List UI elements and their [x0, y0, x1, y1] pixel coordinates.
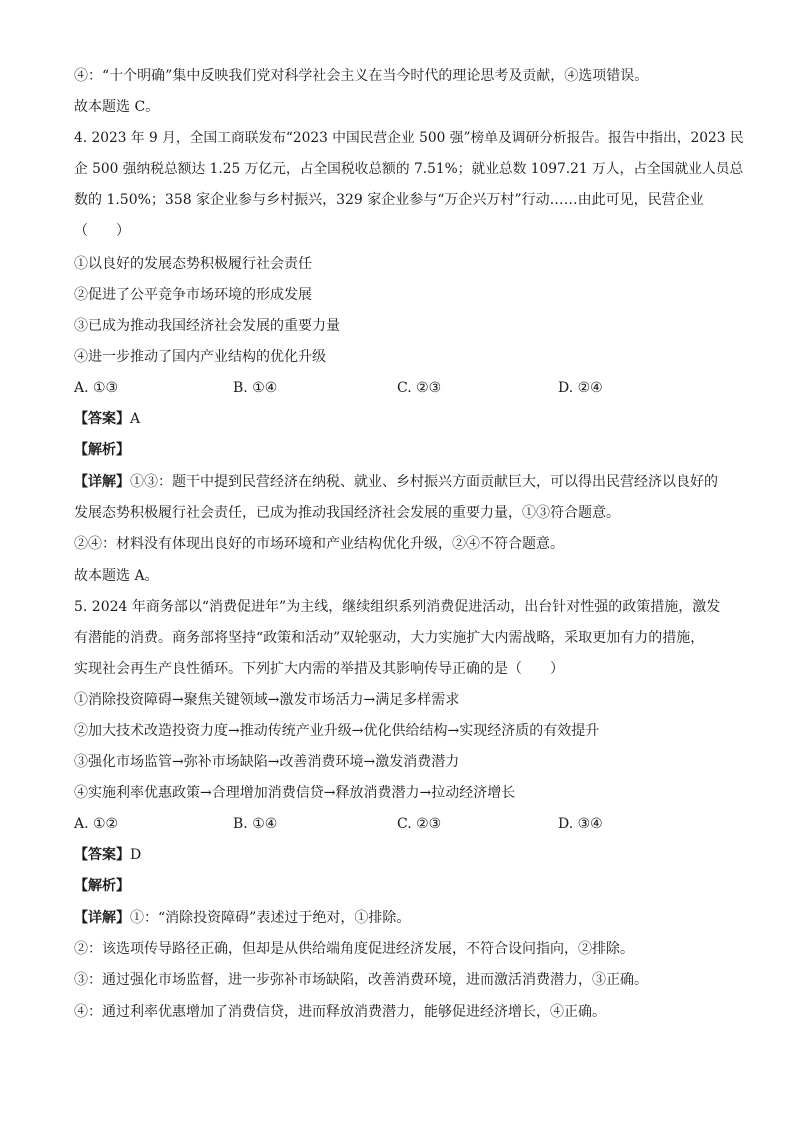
q4-option-c: C. ②③ [397, 380, 442, 396]
q5-item-3: ③强化市场监管→弥补市场缺陷→改善消费环境→激发消费潜力 [74, 754, 460, 770]
q5-detail-line-2: ②：该选项传导路径正确，但却是从供给端角度促进经济发展，不符合设问指向，②排除。 [74, 941, 634, 957]
q4-analysis-tag [74, 440, 130, 460]
q4-detail-line-3: ②④：材料没有体现出良好的市场环境和产业结构优化升级，②④不符合题意。 [74, 536, 564, 552]
q5-analysis-tag [74, 876, 130, 896]
q5-item-4: ④实施利率优惠政策→合理增加消费信贷→释放消费潜力→拉动经济增长 [74, 785, 516, 801]
q5-option-a: A. ①② [74, 816, 119, 832]
q5-item-2: ②加大技术改造投资力度→推动传统产业升级→优化供给结构→实现经济质的有效提升 [74, 723, 600, 739]
q4-stem-line-3: 数的 1.50%；358 家企业参与乡村振兴，329 家企业参与“万企兴万村”行动……由此可见，民营企业 [74, 192, 704, 208]
answer-value: A [130, 411, 141, 427]
q4-detail-line-2: 发展态势积极履行社会责任，已成为推动我国经济社会发展的重要力量，①③符合题意。 [74, 505, 620, 521]
q4-detail-line-1 [74, 472, 718, 492]
q5-stem-line-3: 实现社会再生产良性循环。下列扩大内需的举措及其影响传导正确的是（ ） [74, 661, 564, 677]
detail-tag: 【详解】 [74, 910, 130, 926]
q4-option-d: D. ②④ [558, 380, 603, 396]
q4-stem-line-4: （ ） [74, 223, 130, 239]
q4-item-3: ③已成为推动我国经济社会发展的重要力量 [74, 318, 340, 334]
answer-tag: 【答案】 [74, 847, 130, 863]
q4-option-b: B. ①④ [233, 380, 278, 396]
q5-answer [74, 845, 141, 865]
q4-item-2: ②促进了公平竞争市场环境的形成发展 [74, 287, 312, 303]
q5-option-d: D. ③④ [558, 816, 603, 832]
q5-detail-line-4: ④：通过利率优惠增加了消费信贷，进而释放消费潜力，能够促进经济增长，④正确。 [74, 1004, 606, 1020]
answer-value: D [130, 847, 142, 863]
q4-stem-line-2: 企 500 强纳税总额达 1.25 万亿元，占全国税收总额的 7.51%；就业总数 1097.21 万人，占全国就业人员总 [74, 161, 744, 177]
q4-option-a: A. ①③ [74, 380, 119, 396]
q5-detail-line-1 [74, 908, 410, 928]
q5-item-1: ①消除投资障碍→聚焦关键领域→激发市场活力→满足多样需求 [74, 692, 460, 708]
q4-answer [74, 409, 140, 429]
analysis-tag: 【解析】 [74, 878, 130, 894]
q5-option-b: B. ①④ [233, 816, 278, 832]
detail-text: ①③：题干中提到民营经济在纳税、就业、乡村振兴方面贡献巨大，可以得出民营经济以良好的 [130, 474, 718, 490]
q5-detail-line-3: ③：通过强化市场监督，进一步弥补市场缺陷，改善消费环境，进而激活消费潜力，③正确。 [74, 972, 648, 988]
q5-stem-line-1: 5. 2024 年商务部以“消费促进年”为主线，继续组织系列消费促进活动，出台针对性强的政策措施，激发 [74, 599, 721, 615]
detail-tag: 【详解】 [74, 474, 130, 490]
q5-stem-line-2: 有潜能的消费。商务部将坚持“政策和活动”双轮驱动，大力实施扩大内需战略，采取更加有力的措施， [74, 630, 705, 646]
q4-conclusion: 故本题选 A。 [74, 568, 159, 584]
q4-item-1: ①以良好的发展态势积极履行社会责任 [74, 256, 312, 272]
q5-option-c: C. ②③ [397, 816, 442, 832]
analysis-tag: 【解析】 [74, 442, 130, 458]
q4-stem-line-1: 4. 2023 年 9 月，全国工商联发布“2023 中国民营企业 500 强”榜单及调研分析报告。报告中指出，2023 民 [74, 130, 744, 146]
q3-conclusion: 故本题选 C。 [74, 99, 160, 115]
detail-text: ①：“消除投资障碍”表述过于绝对，①排除。 [130, 910, 411, 926]
answer-tag: 【答案】 [74, 411, 130, 427]
q3-explanation-line: ④：“十个明确”集中反映我们党对科学社会主义在当今时代的理论思考及贡献，④选项错误。 [74, 68, 649, 84]
q4-item-4: ④进一步推动了国内产业结构的优化升级 [74, 349, 326, 365]
